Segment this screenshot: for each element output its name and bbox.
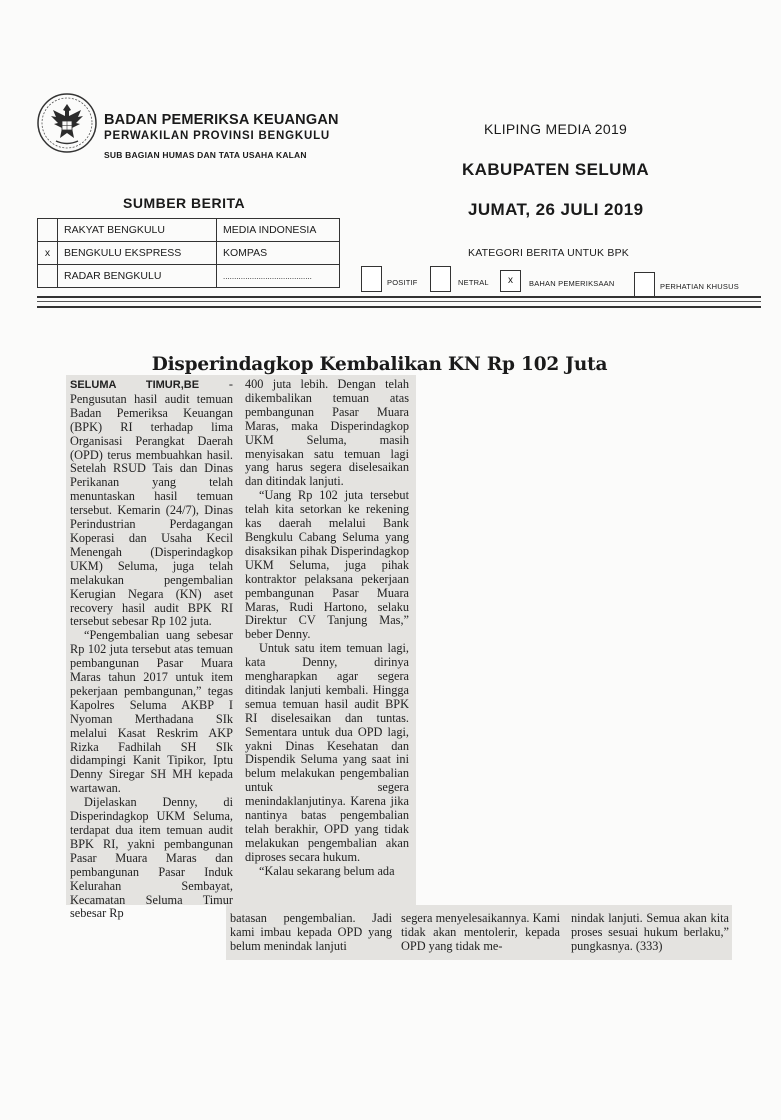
article-paragraph: Untuk satu item temuan lagi, kata Denny, dirinya mengharapkan agar segera ditindak lanjuti kembali. Hingga semua temuan hasil audit BPK RI diselesaikan dan tuntas. Sementara untuk dua OPD lagi, yakni Dinas Kesehatan dan Dispendik Seluma yang saat ini belum melakukan pengembalian untuk segera menindaklanjutinya. Karena jika nantinya batas pengembalian telah berakhir, OPD yang tidak melakukan pengembalian akan diproses secara hukum. (245, 641, 409, 864)
table-row (38, 219, 340, 242)
table-row (38, 242, 340, 265)
table-row (38, 265, 340, 288)
article-column-1 (70, 378, 233, 921)
article-paragraph: “Pengembalian uang sebesar Rp 102 juta tersebut atas temuan pembangunan Pasar Muara Maras tahun 2017 untuk item pekerjaan pembangunan,” tegas Kapolres Seluma AKBP I Nyoman Merthadana SIk melalui Kasat Reskrim AKP Rizka Fadhilah SH SIk didampingi Kanit Tipikor, Iptu Denny Siregar SH MH kepada wartawan. (70, 628, 233, 796)
source-mark: x (38, 242, 58, 265)
article-paragraph: 400 juta lebih. Dengan telah dikembalikan temuan atas pembangunan Pasar Muara Maras, maka Disperindagkop UKM Seluma, masih menyisakan satu temuan lagi yang harus segera diselesaikan dan ditindak lanjuti. (245, 377, 409, 489)
source-mark (38, 219, 58, 242)
source-mark (38, 265, 58, 288)
bpk-garuda-logo-icon (36, 92, 98, 154)
article-paragraph: SELUMA TIMUR,BE - Pengusutan hasil audit temuan Badan Pemeriksa Keuangan (BPK) RI terhadap lima Organisasi Perangkat Daerah (OPD) terus membuahkan hasil. Setelah RSUD Tais dan Dinas Perikanan yang telah menuntaskan hasil temuan tersebut. Kemarin (24/7), Dinas Perindustrian Perdagangan Koperasi dan Usaha Kecil Menengah (Disperindagkop UKM) Seluma, juga telah melakukan pengembalian Kerugian Negara (KN) aset recovery hasil audit BPK RI tersebut sebesar Rp 102 juta. (70, 377, 233, 629)
date-title: JUMAT, 26 JULI 2019 (468, 200, 644, 219)
article-bottom-column-3 (571, 912, 729, 954)
sumber-berita-title: SUMBER BERITA (123, 195, 246, 211)
source-right: KOMPAS (217, 242, 340, 265)
article-bottom-column-1 (230, 912, 392, 954)
org-name: BADAN PEMERIKSA KEUANGAN (104, 112, 339, 128)
article-dateline: SELUMA TIMUR,BE (70, 379, 200, 391)
header-divider (37, 306, 761, 308)
kategori-checkbox-positif[interactable] (361, 266, 382, 292)
source-right: ........................................ (217, 265, 340, 288)
article-paragraph: “Uang Rp 102 juta tersebut telah kita setorkan ke rekening kas daerah melalui Bank Bengkulu Cabang Seluma yang disaksikan pihak Disperindagkop UKM Seluma, juga pihak kontraktor pelaksana pekerjaan pembangunan Pasar Muara Maras, Rudi Hartono, selaku Direktur CV Tanjung Mas,” beber Denny. (245, 488, 409, 642)
kategori-label-bahan-pemeriksaan: BAHAN PEMERIKSAAN (529, 279, 615, 288)
article-paragraph: nindak lanjuti. Semua akan kita proses sesuai hukum berlaku,” pungkasnya. (333) (571, 911, 729, 953)
header-divider (37, 296, 761, 298)
kategori-checkbox-netral[interactable] (430, 266, 451, 292)
article-paragraph: segera menyelesaikannya. Kami tidak akan mentolerir, kepada OPD yang tidak me- (401, 911, 560, 953)
source-right: MEDIA INDONESIA (217, 219, 340, 242)
kategori-checkbox-bahan-pemeriksaan[interactable]: x (500, 270, 521, 292)
article-paragraph: “Kalau sekarang belum ada (259, 863, 395, 878)
org-branch: PERWAKILAN PROVINSI BENGKULU (104, 130, 331, 142)
source-left: RAKYAT BENGKULU (58, 219, 217, 242)
header-divider (37, 301, 761, 302)
article-bottom-column-2 (401, 912, 560, 954)
kabupaten-title: KABUPATEN SELUMA (462, 160, 650, 179)
kategori-title: KATEGORI BERITA UNTUK BPK (468, 247, 629, 259)
kategori-label-netral: NETRAL (458, 278, 489, 287)
kategori-label-perhatian-khusus: PERHATIAN KHUSUS (660, 282, 739, 291)
article-column-2 (245, 378, 409, 879)
source-left: RADAR BENGKULU (58, 265, 217, 288)
source-left: BENGKULU EKSPRESS (58, 242, 217, 265)
org-subdivision: SUB BAGIAN HUMAS DAN TATA USAHA KALAN (104, 150, 307, 160)
article-headline: Disperindagkop Kembalikan KN Rp 102 Juta (151, 354, 608, 375)
kliping-title: KLIPING MEDIA 2019 (484, 121, 628, 137)
sumber-berita-table (37, 218, 340, 288)
kategori-label-positif: POSITIF (387, 278, 418, 287)
kategori-checkbox-perhatian-khusus[interactable] (634, 272, 655, 298)
article-paragraph: batasan pengembalian. Jadi kami imbau kepada OPD yang belum menindak lanjuti (230, 911, 392, 953)
article-paragraph: Dijelaskan Denny, di Disperindagkop UKM Seluma, terdapat dua item temuan audit BPK RI, yakni pembangunan Pasar Muara Maras dan pembangunan Pasar Induk Kelurahan Sembayat, Kecamatan Seluma Timur sebesar Rp (70, 795, 233, 921)
